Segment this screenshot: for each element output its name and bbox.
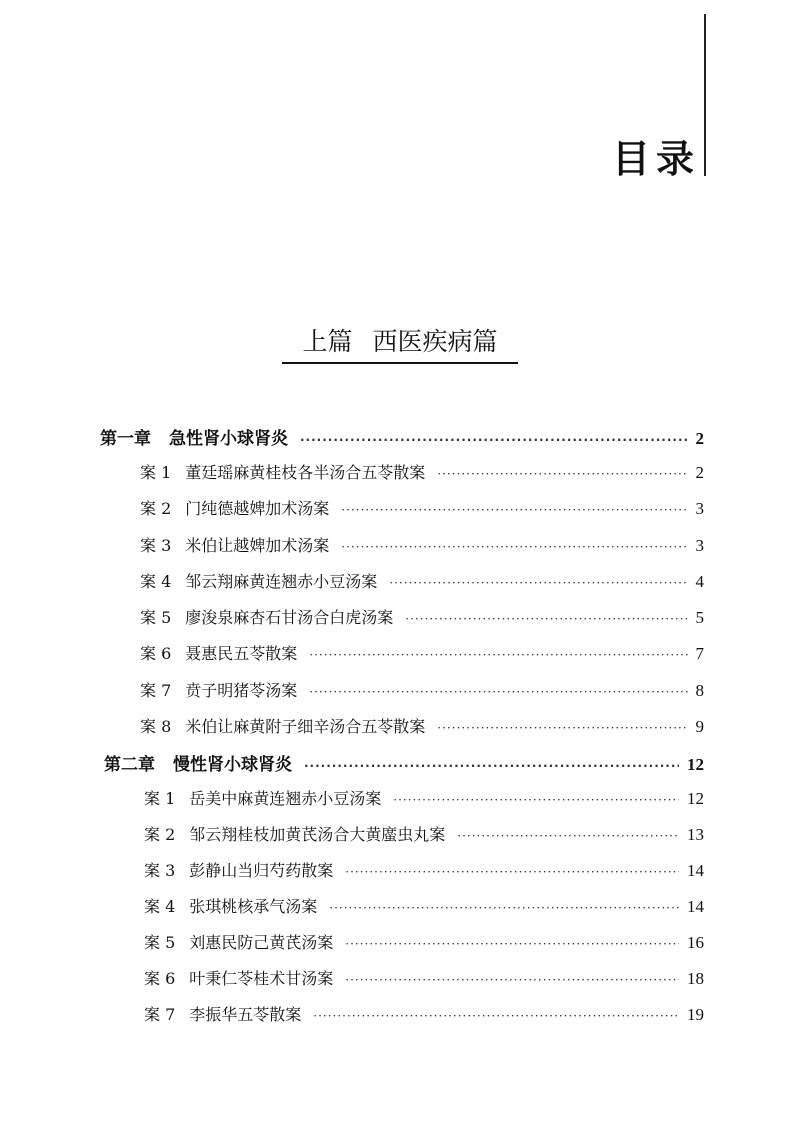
dot-leader [300, 433, 688, 447]
case-number: 案 7 [144, 1005, 176, 1024]
case-number: 案 4 [140, 572, 172, 591]
case-page: 12 [687, 789, 704, 808]
dot-leader [345, 973, 679, 987]
toc-case-2-2[interactable] [144, 822, 704, 845]
dot-leader [313, 1009, 679, 1023]
case-title: 叶秉仁苓桂术甘汤案 [189, 969, 334, 988]
case-page: 3 [695, 536, 704, 555]
dot-leader [405, 612, 687, 626]
dot-leader [345, 865, 679, 879]
toc-case-2-7[interactable] [144, 1002, 704, 1025]
dot-leader [341, 503, 687, 517]
case-page: 16 [687, 933, 704, 952]
case-number: 案 2 [140, 499, 172, 518]
toc-case-1-7[interactable] [140, 678, 704, 701]
case-number: 案 3 [144, 861, 176, 880]
case-page: 14 [687, 861, 704, 880]
dot-leader [437, 467, 687, 481]
toc-case-1-5[interactable] [140, 605, 704, 628]
case-title: 邹云翔桂枝加黄芪汤合大黄䗪虫丸案 [189, 825, 446, 844]
dot-leader [345, 937, 679, 951]
chapter-number: 第二章 [104, 755, 155, 775]
case-page: 19 [687, 1005, 704, 1024]
dot-leader [309, 648, 687, 662]
case-title: 聂惠民五苓散案 [185, 644, 298, 663]
case-page: 2 [695, 463, 704, 482]
case-page: 13 [687, 825, 704, 844]
case-page: 4 [695, 572, 704, 591]
toc-case-2-6[interactable] [144, 966, 704, 989]
case-title: 董廷瑶麻黄桂枝各半汤合五苓散案 [185, 463, 426, 482]
toc-chapter-1[interactable] [100, 424, 704, 449]
case-title: 米伯让越婢加术汤案 [185, 536, 330, 555]
case-page: 14 [687, 897, 704, 916]
case-number: 案 8 [140, 717, 172, 736]
case-number: 案 3 [140, 536, 172, 555]
part-heading [282, 322, 518, 358]
part-heading-underline [282, 362, 518, 364]
case-number: 案 4 [144, 897, 176, 916]
case-page: 9 [695, 717, 704, 736]
chapter-title: 慢性肾小球肾炎 [173, 755, 292, 775]
page-title: 目录 [612, 137, 701, 181]
toc-chapter-2[interactable] [104, 750, 704, 775]
toc-case-1-2[interactable] [140, 496, 704, 519]
chapter-number: 第一章 [100, 429, 151, 449]
dot-leader [341, 540, 687, 554]
toc-case-1-8[interactable] [140, 714, 704, 737]
case-number: 案 5 [144, 933, 176, 952]
chapter-page: 2 [695, 429, 704, 448]
dot-leader [457, 829, 679, 843]
case-title: 刘惠民防己黄芪汤案 [189, 933, 334, 952]
case-title: 米伯让麻黄附子细辛汤合五苓散案 [185, 717, 426, 736]
chapter-page: 12 [687, 755, 704, 774]
case-number: 案 7 [140, 681, 172, 700]
case-title: 张琪桃核承气汤案 [189, 897, 318, 916]
case-page: 3 [695, 499, 704, 518]
case-title: 门纯德越婢加术汤案 [185, 499, 330, 518]
toc-case-1-1[interactable] [140, 460, 704, 483]
dot-leader [304, 759, 679, 773]
case-number: 案 6 [144, 969, 176, 988]
case-number: 案 6 [140, 644, 172, 663]
case-title: 李振华五苓散案 [189, 1005, 302, 1024]
case-title: 贲子明猪苓汤案 [185, 681, 298, 700]
toc-case-1-3[interactable] [140, 533, 704, 556]
toc-case-1-6[interactable] [140, 641, 704, 664]
toc-case-2-4[interactable] [144, 894, 704, 917]
case-number: 案 1 [140, 463, 172, 482]
case-page: 7 [695, 644, 704, 663]
toc-case-2-5[interactable] [144, 930, 704, 953]
header-vertical-rule [704, 14, 706, 176]
dot-leader [329, 901, 679, 915]
case-page: 5 [695, 608, 704, 627]
case-page: 8 [695, 681, 704, 700]
case-title: 岳美中麻黄连翘赤小豆汤案 [189, 789, 382, 808]
dot-leader [393, 793, 679, 807]
case-number: 案 2 [144, 825, 176, 844]
case-title: 廖浚泉麻杏石甘汤合白虎汤案 [185, 608, 394, 627]
toc-case-2-3[interactable] [144, 858, 704, 881]
part-name: 西医疾病篇 [372, 327, 498, 356]
dot-leader [437, 721, 687, 735]
dot-leader [309, 685, 687, 699]
part-prefix: 上篇 [302, 327, 353, 356]
toc-case-2-1[interactable] [144, 786, 704, 809]
chapter-title: 急性肾小球肾炎 [169, 429, 288, 449]
case-page: 18 [687, 969, 704, 988]
case-number: 案 5 [140, 608, 172, 627]
dot-leader [389, 576, 687, 590]
case-title: 邹云翔麻黄连翘赤小豆汤案 [185, 572, 378, 591]
case-number: 案 1 [144, 789, 176, 808]
toc-case-1-4[interactable] [140, 569, 704, 592]
case-title: 彭静山当归芍药散案 [189, 861, 334, 880]
